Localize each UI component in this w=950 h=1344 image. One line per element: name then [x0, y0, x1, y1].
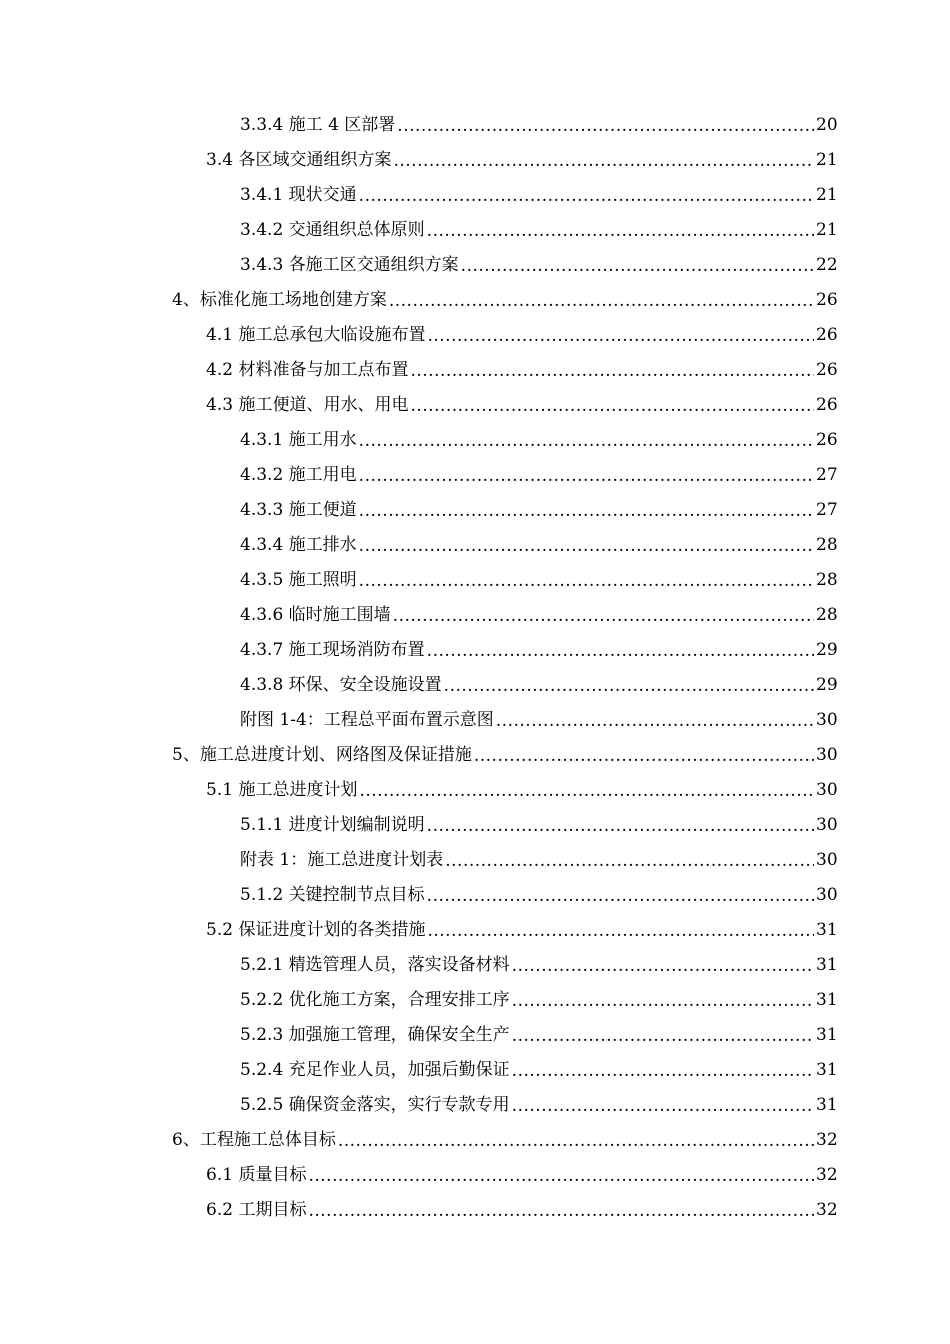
toc-entry[interactable] — [0, 738, 950, 773]
toc-entry[interactable] — [0, 528, 950, 563]
toc-entry-title: 6.1 质量目标 — [206, 1165, 307, 1185]
toc-entry[interactable] — [0, 983, 950, 1018]
toc-entry-title: 4、标准化施工场地创建方案 — [172, 290, 387, 310]
toc-page-number: 29 — [816, 675, 838, 695]
toc-dot-leader — [512, 949, 814, 984]
toc-entry-title: 5.2 保证进度计划的各类措施 — [206, 920, 426, 940]
toc-dot-leader — [359, 564, 814, 599]
toc-entry[interactable] — [0, 1053, 950, 1088]
toc-dot-leader — [444, 669, 814, 704]
toc-page-number: 31 — [816, 990, 838, 1010]
toc-dot-leader — [496, 704, 814, 739]
toc-entry[interactable] — [0, 423, 950, 458]
toc-entry-title: 3.4.3 各施工区交通组织方案 — [240, 255, 459, 275]
toc-entry[interactable] — [0, 703, 950, 738]
toc-page-number: 26 — [816, 290, 838, 310]
toc-page-number: 31 — [816, 1095, 838, 1115]
toc-page-number: 30 — [816, 745, 838, 765]
toc-entry[interactable] — [0, 913, 950, 948]
toc-page-number: 32 — [816, 1200, 838, 1220]
toc-entry[interactable] — [0, 143, 950, 178]
toc-entry-title: 5.1.1 进度计划编制说明 — [240, 815, 425, 835]
toc-entry-title: 3.4.2 交通组织总体原则 — [240, 220, 425, 240]
toc-page-number: 27 — [816, 465, 838, 485]
toc-entry-title: 4.3.5 施工照明 — [240, 570, 357, 590]
toc-entry-title: 4.3.4 施工排水 — [240, 535, 357, 555]
toc-page-number: 26 — [816, 395, 838, 415]
toc-dot-leader — [512, 1089, 814, 1124]
toc-page-number: 31 — [816, 1025, 838, 1045]
toc-dot-leader — [512, 1054, 814, 1089]
toc-page-number: 22 — [816, 255, 838, 275]
toc-entry-title: 4.3.1 施工用水 — [240, 430, 357, 450]
toc-dot-leader — [389, 284, 814, 319]
toc-entry[interactable] — [0, 878, 950, 913]
toc-page-number: 26 — [816, 430, 838, 450]
toc-entry-title: 3.4.1 现状交通 — [240, 185, 357, 205]
toc-dot-leader — [427, 879, 814, 914]
toc-entry-title: 4.2 材料准备与加工点布置 — [206, 360, 409, 380]
toc-page-number: 30 — [816, 710, 838, 730]
toc-dot-leader — [427, 319, 814, 354]
toc-dot-leader — [359, 494, 814, 529]
toc-page-number: 26 — [816, 325, 838, 345]
toc-entry-title: 附表 1：施工总进度计划表 — [240, 850, 444, 870]
toc-entry[interactable] — [0, 808, 950, 843]
toc-dot-leader — [410, 354, 814, 389]
toc-entry[interactable] — [0, 108, 950, 143]
toc-page-number: 28 — [816, 605, 838, 625]
toc-dot-leader — [359, 774, 814, 809]
toc-dot-leader — [397, 109, 814, 144]
toc-entry-title: 5.2.3 加强施工管理，确保安全生产 — [240, 1025, 510, 1045]
toc-entry[interactable] — [0, 213, 950, 248]
toc-entry-title: 5.2.2 优化施工方案，合理安排工序 — [240, 990, 510, 1010]
toc-dot-leader — [359, 424, 814, 459]
toc-entry-title: 4.3.2 施工用电 — [240, 465, 357, 485]
toc-entry-title: 3.4 各区域交通组织方案 — [206, 150, 392, 170]
toc-page-number: 31 — [816, 1060, 838, 1080]
toc-entry[interactable] — [0, 283, 950, 318]
toc-entry[interactable] — [0, 248, 950, 283]
toc-dot-leader — [427, 214, 814, 249]
toc-entry[interactable] — [0, 458, 950, 493]
toc-dot-leader — [427, 634, 814, 669]
toc-entry[interactable] — [0, 668, 950, 703]
toc-entry-title: 4.3.7 施工现场消防布置 — [240, 640, 425, 660]
toc-dot-leader — [393, 144, 814, 179]
toc-entry-title: 4.3.3 施工便道 — [240, 500, 357, 520]
toc-entry-title: 5.1.2 关键控制节点目标 — [240, 885, 425, 905]
toc-entry-title: 3.3.4 施工 4 区部署 — [240, 115, 396, 135]
toc-dot-leader — [359, 179, 814, 214]
toc-entry[interactable] — [0, 318, 950, 353]
toc-dot-leader — [410, 389, 814, 424]
table-of-contents — [0, 108, 950, 1228]
toc-page-number: 30 — [816, 850, 838, 870]
toc-entry-title: 5.1 施工总进度计划 — [206, 780, 358, 800]
toc-dot-leader — [512, 1019, 814, 1054]
toc-dot-leader — [427, 914, 814, 949]
toc-entry-title: 4.3 施工便道、用水、用电 — [206, 395, 409, 415]
toc-page-number: 21 — [816, 220, 838, 240]
toc-entry-title: 5.2.4 充足作业人员，加强后勤保证 — [240, 1060, 510, 1080]
toc-page-number: 30 — [816, 780, 838, 800]
toc-entry-title: 4.3.8 环保、安全设施设置 — [240, 675, 442, 695]
toc-entry-title: 4.1 施工总承包大临设施布置 — [206, 325, 426, 345]
toc-dot-leader — [474, 739, 814, 774]
toc-entry[interactable] — [0, 563, 950, 598]
toc-dot-leader — [359, 459, 814, 494]
toc-page-number: 32 — [816, 1130, 838, 1150]
toc-page-number: 30 — [816, 885, 838, 905]
toc-page-number: 21 — [816, 185, 838, 205]
toc-entry[interactable] — [0, 353, 950, 388]
toc-page-number: 28 — [816, 570, 838, 590]
toc-dot-leader — [308, 1194, 814, 1229]
toc-entry[interactable] — [0, 1088, 950, 1123]
toc-entry[interactable] — [0, 948, 950, 983]
toc-page-number: 30 — [816, 815, 838, 835]
toc-page-number: 20 — [816, 115, 838, 135]
toc-entry[interactable] — [0, 1193, 950, 1228]
toc-page-number: 28 — [816, 535, 838, 555]
toc-dot-leader — [338, 1124, 814, 1159]
toc-page-number: 26 — [816, 360, 838, 380]
toc-entry-title: 4.3.6 临时施工围墙 — [240, 605, 391, 625]
toc-dot-leader — [461, 249, 814, 284]
toc-entry-title: 6、工程施工总体目标 — [172, 1130, 336, 1150]
toc-page-number: 32 — [816, 1165, 838, 1185]
toc-entry-title: 5.2.1 精选管理人员，落实设备材料 — [240, 955, 510, 975]
toc-page-number: 21 — [816, 150, 838, 170]
toc-page-number: 29 — [816, 640, 838, 660]
toc-entry[interactable] — [0, 843, 950, 878]
toc-entry[interactable] — [0, 773, 950, 808]
toc-entry[interactable] — [0, 493, 950, 528]
toc-entry-title: 附图 1-4：工程总平面布置示意图 — [240, 710, 494, 730]
toc-dot-leader — [427, 809, 814, 844]
toc-dot-leader — [308, 1159, 814, 1194]
toc-page-number: 31 — [816, 955, 838, 975]
toc-page-number: 31 — [816, 920, 838, 940]
toc-entry[interactable] — [0, 598, 950, 633]
toc-entry-title: 5.2.5 确保资金落实，实行专款专用 — [240, 1095, 510, 1115]
toc-entry[interactable] — [0, 178, 950, 213]
toc-dot-leader — [393, 599, 814, 634]
toc-entry[interactable] — [0, 633, 950, 668]
toc-dot-leader — [359, 529, 814, 564]
toc-entry[interactable] — [0, 388, 950, 423]
toc-entry-title: 5、施工总进度计划、网络图及保证措施 — [172, 745, 472, 765]
toc-entry[interactable] — [0, 1158, 950, 1193]
toc-entry-title: 6.2 工期目标 — [206, 1200, 307, 1220]
toc-dot-leader — [512, 984, 814, 1019]
toc-entry[interactable] — [0, 1123, 950, 1158]
toc-entry[interactable] — [0, 1018, 950, 1053]
toc-dot-leader — [445, 844, 814, 879]
toc-page-number: 27 — [816, 500, 838, 520]
